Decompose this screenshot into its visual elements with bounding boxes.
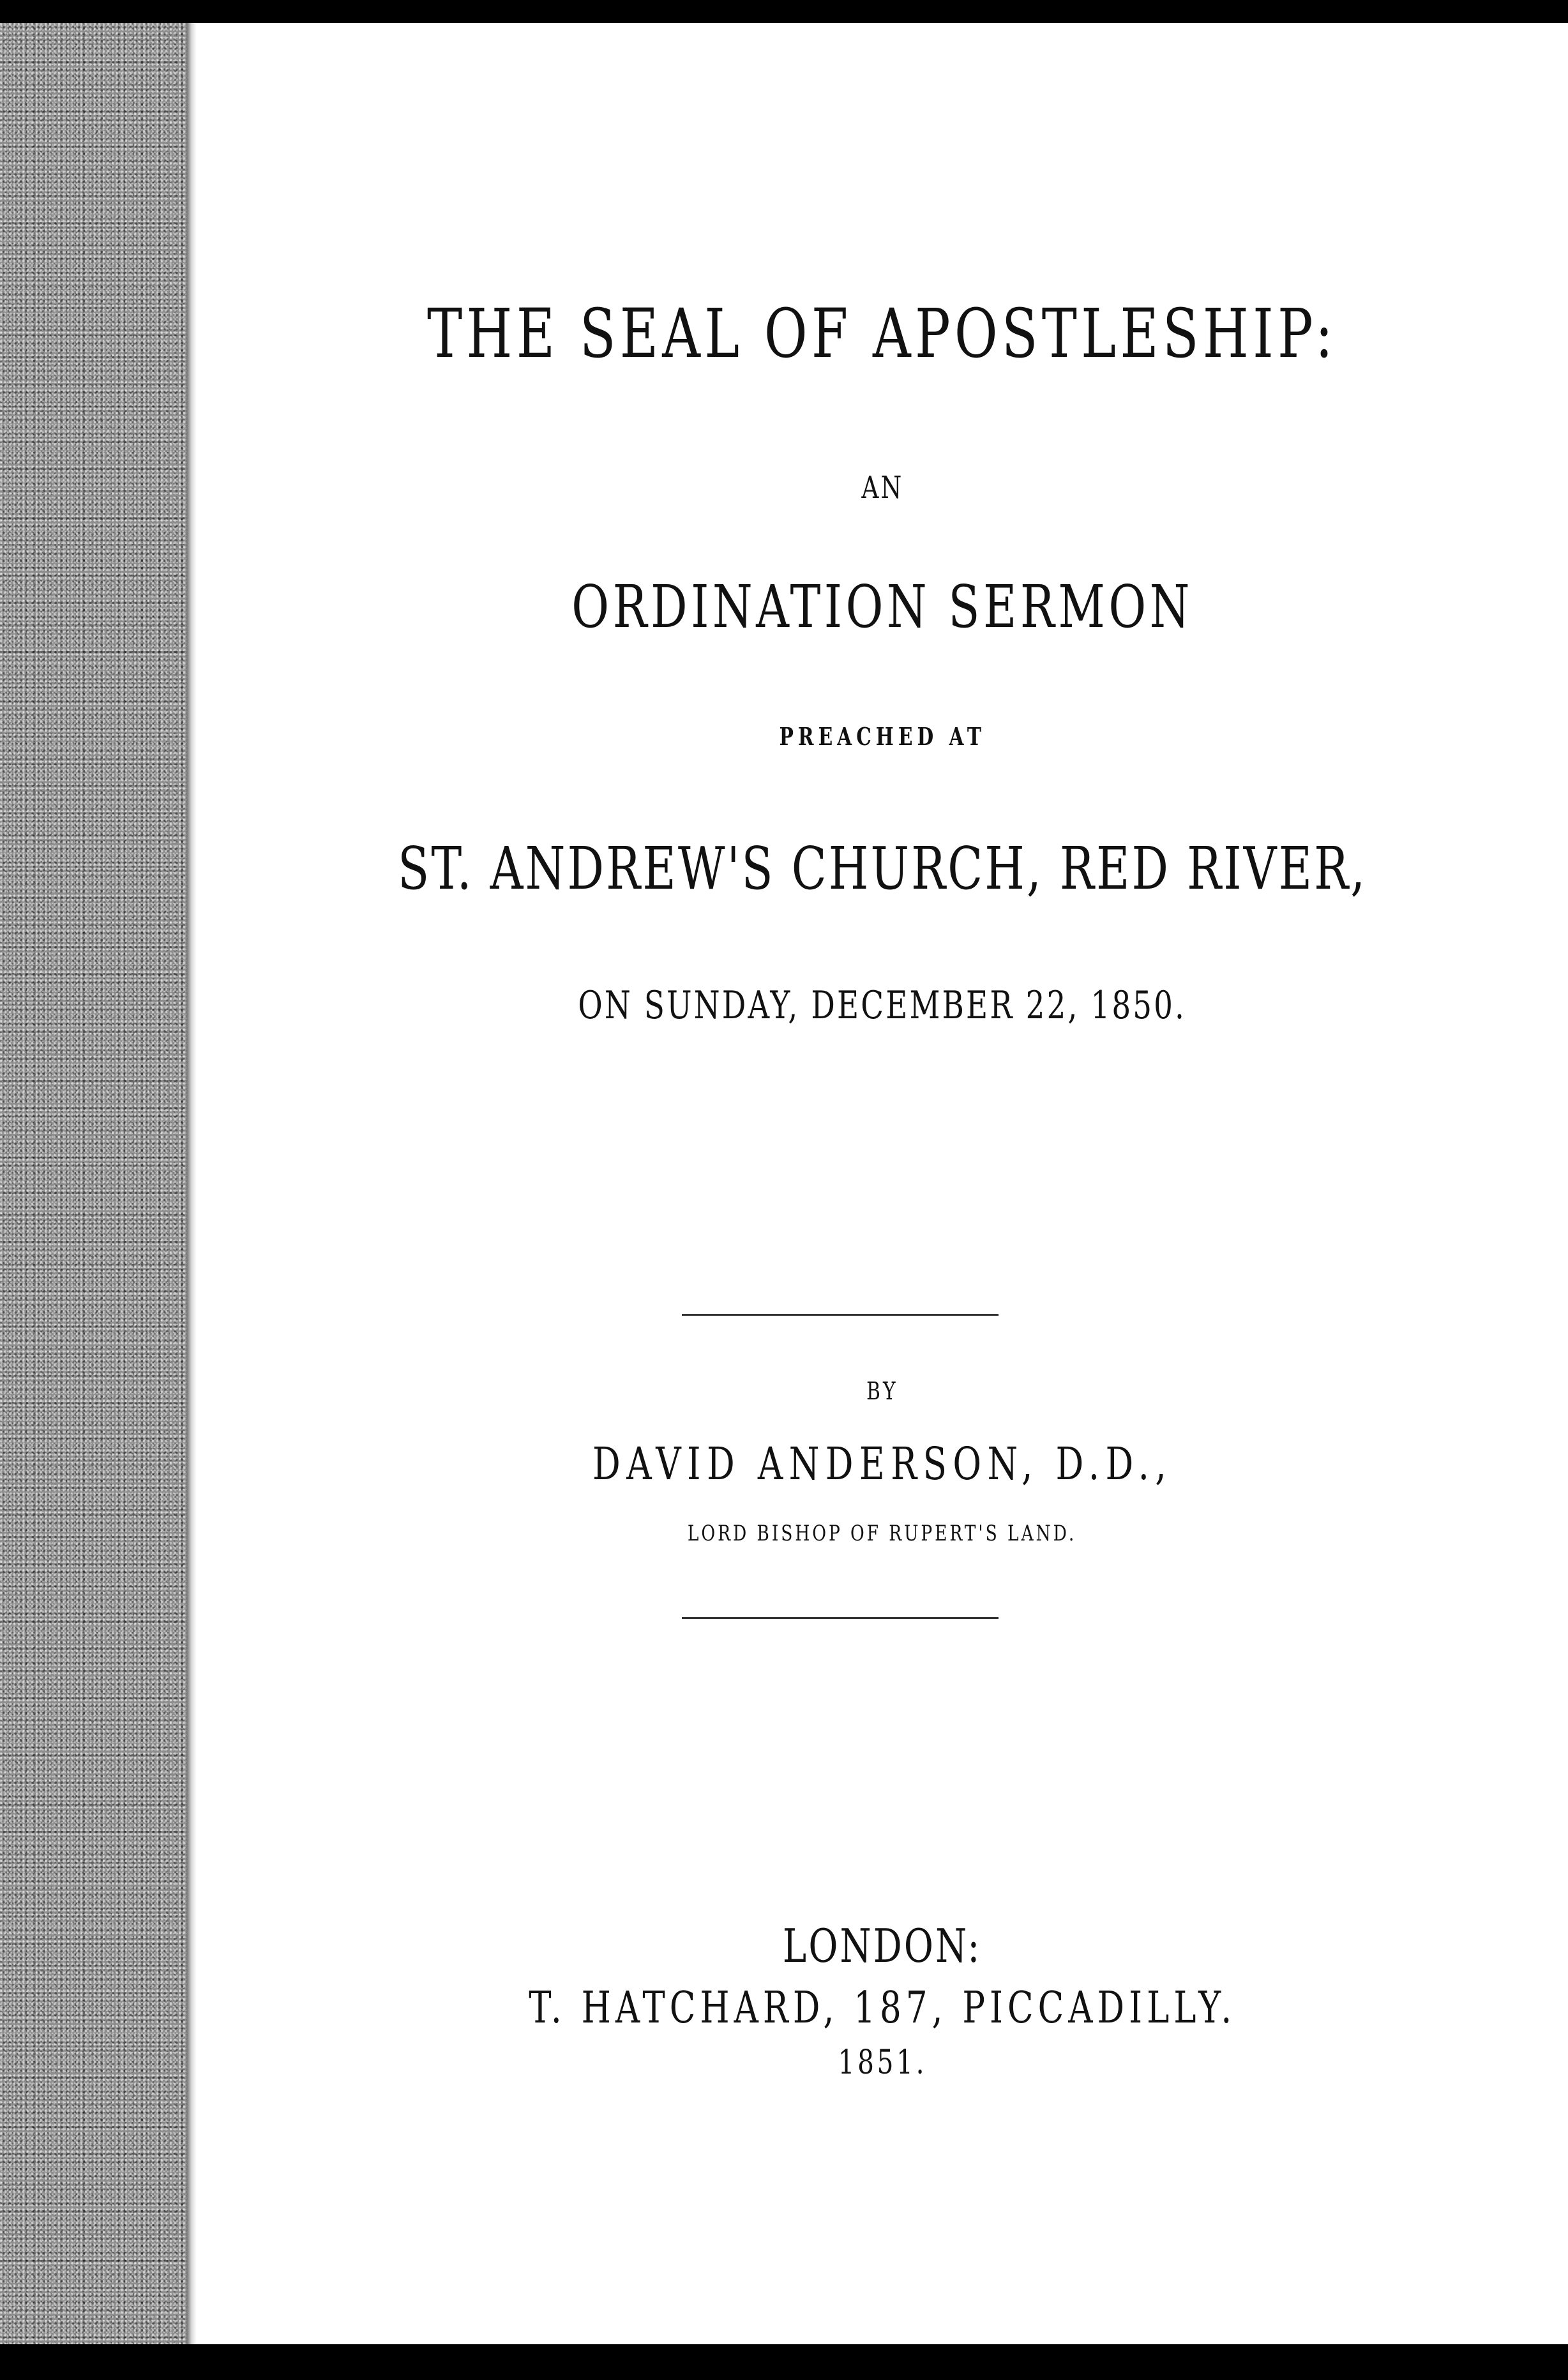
sermon-type-line <box>197 573 1568 641</box>
imprint-city: LONDON: <box>783 1919 982 1973</box>
divider-rule-top <box>682 1314 999 1316</box>
church-location-line <box>197 834 1568 903</box>
sermon-type: ORDINATION SERMON <box>571 573 1193 641</box>
author-title: LORD BISHOP OF RUPERT'S LAND. <box>688 1521 1077 1546</box>
divider-rule-bottom <box>682 1617 999 1619</box>
author-title-line <box>197 1523 1568 1544</box>
imprint-year: 1851. <box>838 2044 927 2082</box>
article-an-line <box>197 470 1568 506</box>
author-name: DAVID ANDERSON, D.D., <box>592 1438 1173 1490</box>
book-title: THE SEAL OF APOSTLESHIP: <box>427 294 1338 373</box>
book-spine <box>0 23 193 2344</box>
article-an: AN <box>861 470 904 506</box>
by-line <box>197 1379 1568 1403</box>
spine-edge <box>186 23 197 2344</box>
preached-at-line <box>197 722 1568 751</box>
preached-at: PREACHED AT <box>779 722 986 751</box>
sermon-date-line <box>197 983 1568 1028</box>
imprint-city-line <box>197 1919 1568 1973</box>
imprint-year-line <box>197 2044 1568 2082</box>
by-label: BY <box>866 1377 899 1405</box>
author-line <box>197 1438 1568 1490</box>
imprint-publisher: T. HATCHARD, 187, PICCADILLY. <box>529 1983 1236 2033</box>
imprint-publisher-line <box>197 1983 1568 2033</box>
book-title-line <box>197 294 1568 373</box>
sermon-date: ON SUNDAY, DECEMBER 22, 1850. <box>578 983 1187 1028</box>
church-location: ST. ANDREW'S CHURCH, RED RIVER, <box>397 834 1368 903</box>
